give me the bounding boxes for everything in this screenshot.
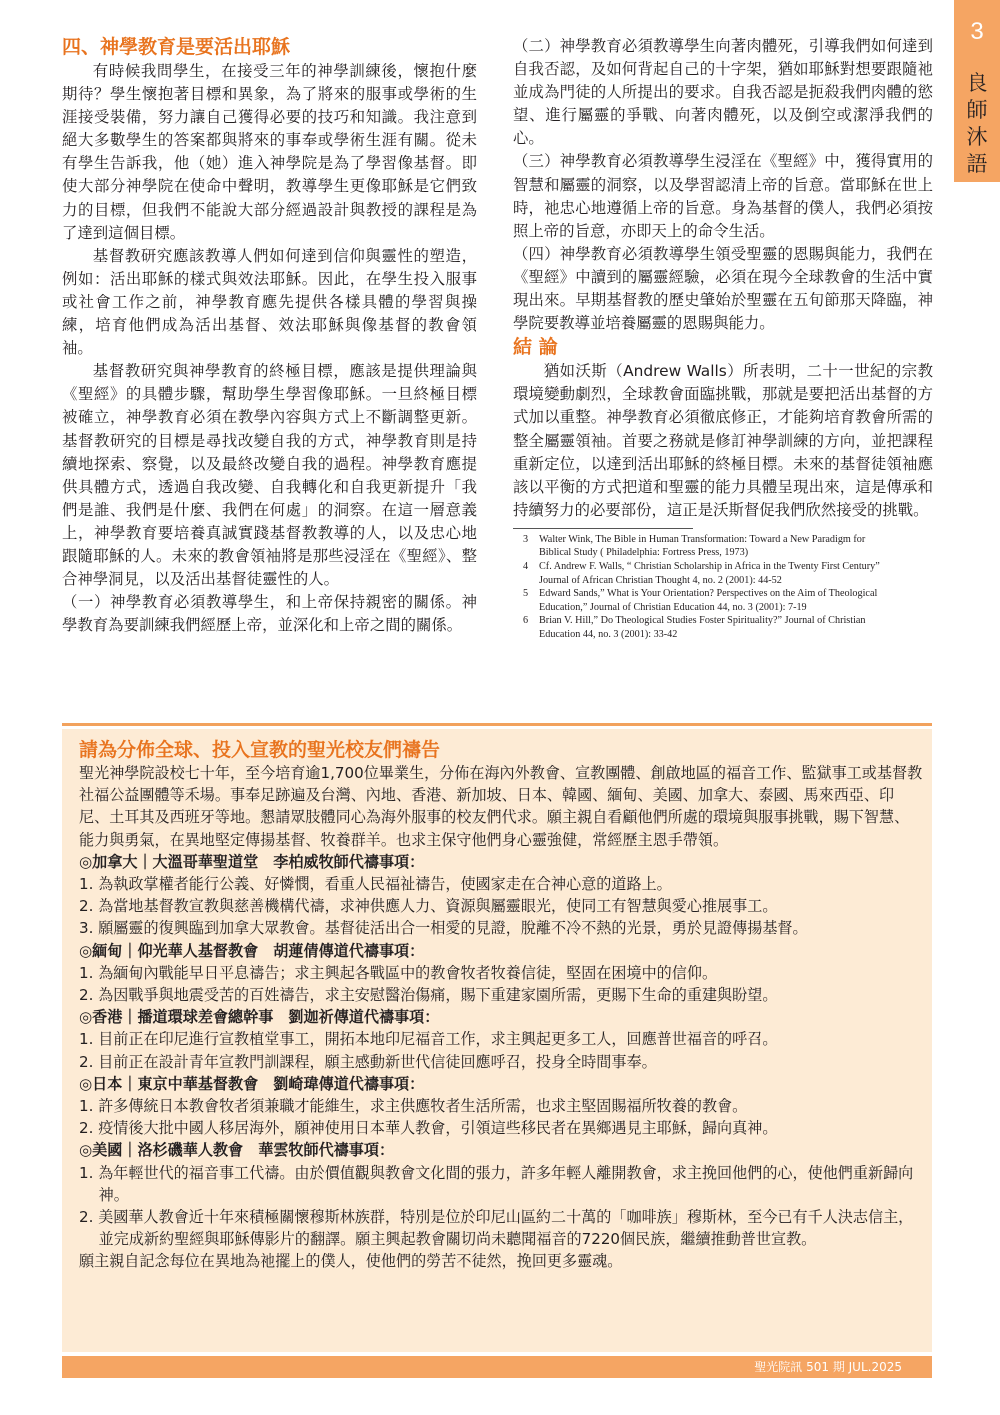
prayer-item: 2. 美國華人教會近十年來積極關懷穆斯林族群，特別是位於印尼山區約二十萬的「咖啡族」穆斯林，至今已有千人決志信主，並完成新約聖經與耶穌傳影片的翻譯。願主興起教會關切尚未聽聞福音的7220個民族，繼續推動普世宣教。 bbox=[79, 1208, 914, 1249]
footnote-list bbox=[513, 533, 933, 642]
page-side-tab bbox=[954, 0, 1000, 182]
prayer-item: 2. 為當地基督教宣教與慈善機構代禱，求神供應人力、資源與屬靈眼光，使同工有智慧與愛心推展事工。 bbox=[79, 897, 778, 916]
prayer-section-heading: ◎緬甸｜仰光華人基督教會 胡蓮倩傳道代禱事項： bbox=[79, 941, 425, 960]
footnote-number: 5 bbox=[523, 588, 529, 600]
point-paragraph: （二）神學教育必須教導學生向著肉體死，引導我們如何達到自我否認，及如何背起自己的十字架，猶如耶穌對想要跟隨祂並成為門徒的人所提出的要求。自我否認是扼殺我們肉體的慾望、進行屬靈的爭戰、向著肉體死，以及倒空或潔淨我們的心。 bbox=[513, 37, 933, 148]
prayer-item: 2. 目前正在設計青年宣教門訓課程，願主感動新世代信徒回應呼召，投身全時間事奉。 bbox=[79, 1052, 657, 1071]
section-name-char: 沐 bbox=[966, 125, 988, 149]
prayer-item: 3. 願屬靈的復興臨到加拿大眾教會。基督徒活出合一相愛的見證，脫離不冷不熱的光景，勇於見證傳揚基督。 bbox=[79, 919, 808, 938]
prayer-section-heading: ◎加拿大｜大溫哥華聖道堂 李柏威牧師代禱事項： bbox=[79, 852, 425, 871]
prayer-item: 2. 疫情後大批中國人移居海外，願神使用日本華人教會，引領這些移民者在異鄉遇見主耶穌，歸向真神。 bbox=[79, 1119, 778, 1138]
footnote-number: 6 bbox=[523, 615, 529, 627]
footnote bbox=[513, 560, 959, 587]
footnote-line: Walter Wink, The Bible in Human Transformation: Toward a New Paradigm for bbox=[539, 533, 866, 545]
footnote-line: Brian V. Hill,” Do Theological Studies Foster Spirituality?” Journal of Christian bbox=[539, 615, 866, 627]
prayer-item: 1. 目前正在印尼進行宣教植堂事工，開拓本地印尼福音工作，求主興起更多工人，回應普世福音的呼召。 bbox=[79, 1030, 778, 1049]
prayer-item: 1. 為緬甸內戰能早日平息禱告；求主興起各戰區中的教會牧者牧養信徒，堅固在困境中的信仰。 bbox=[79, 963, 718, 982]
paragraph: 基督教研究與神學教育的終極目標，應該是提供理論與《聖經》的具體步驟，幫助學生學習像耶穌。一旦終極目標被確立，神學教育必須在教學內容與方式上不斷調整更新。基督教研究的目標是尋找改變自我的方式，神學教育則是持續地探索、察覺，以及最終改變自我的過程。神學教育應提供具體方式，透過自我改變、自我轉化和自我更新提升「我們是誰、我們是什麼、我們在何處」的洞察。在這一層意義上，神學教育要培養真誠實踐基督教教導的人，以及忠心地跟隨耶穌的人。未來的教會領袖將是那些浸淫在《聖經》、整合神學洞見，以及活出基督徒靈性的人。 bbox=[62, 362, 477, 589]
conclusion-heading: 結 論 bbox=[513, 336, 558, 359]
left-column bbox=[62, 35, 477, 637]
footnote-line: Biblical Study ( Philadelphia: Fortress Press, 1973) bbox=[539, 547, 749, 559]
section-heading: 四、神學教育是要活出耶穌 bbox=[62, 36, 291, 58]
page-number: 3 bbox=[970, 18, 984, 45]
point-paragraph: （四）神學教育必須教導學生領受聖靈的恩賜與能力，我們在《聖經》中讀到的屬靈經驗，必須在現今全球教會的生活中實現出來。早期基督教的歷史肇始於聖靈在五旬節那天降臨，神學院要教導並培養屬靈的恩賜與能力。 bbox=[513, 244, 933, 333]
prayer-intro: 聖光神學院設校七十年，至今培育逾1,700位畢業生，分佈在海內外教會、宣教團體、創啟地區的福音工作、監獄事工或基督教社福公益團體等禾場。事奉足跡遍及台灣、內地、香港、新加坡、日本、韓國、緬甸、美國、加拿大、泰國、馬來西亞、印尼、土耳其及西班牙等地。懇請眾肢體同心為海外服事的校友們代求。願主親自看顧他們所處的環境與服事挑戰，賜下智慧、能力與勇氣，在異地堅定傳揚基督、牧養群羊。也求主保守他們身心靈強健，常經歷主恩手帶領。 bbox=[79, 764, 923, 849]
footer-issue: 聖光院訊 501 期 JUL.2025 bbox=[754, 1360, 902, 1374]
prayer-section-heading: ◎美國｜洛杉磯華人教會 華雲牧師代禱事項： bbox=[79, 1141, 395, 1160]
footer-bar bbox=[62, 1356, 932, 1378]
conclusion-paragraph: 猶如沃斯（Andrew Walls）所表明，二十一世紀的宗教環境變動劇烈，全球教會面臨挑戰，那就是要把活出基督的方式加以重整。神學教育必須徹底修正，才能夠培育教會所需的整全屬靈領袖。首要之務就是修訂神學訓練的方向，並把課程重新定位，以達到活出耶穌的終極目標。未來的基督徒領袖應該以平衡的方式把道和聖靈的能力具體呈現出來，這是傳承和持續努力的必要部份，這正是沃斯督促我們欣然接受的挑戰。 bbox=[513, 362, 933, 519]
footnote-line: Edward Sands,” What is Your Orientation? Perspectives on the Aim of Theological bbox=[539, 588, 878, 600]
section-name-char: 良 bbox=[966, 71, 988, 95]
point-paragraph: （一）神學教育必須教導學生，和上帝保持親密的關係。神學教育為要訓練我們經歷上帝，並深化和上帝之間的關係。 bbox=[62, 593, 477, 635]
paragraph: 基督教研究應該教導人們如何達到信仰與靈性的塑造，例如：活出耶穌的樣式與效法耶穌。因此，在學生投入服事或社會工作之前，神學教育應先提供各樣具體的學習與操練，培育他們成為活出基督、效法耶穌與像基督的教會領袖。 bbox=[62, 246, 477, 358]
prayer-section-heading: ◎日本｜東京中華基督教會 劉崎瑋傳道代禱事項： bbox=[79, 1074, 425, 1093]
section-divider bbox=[62, 723, 932, 726]
prayer-content bbox=[79, 739, 924, 1273]
footnote-line: Education,” Journal of Christian Education 44, no. 3 (2001): 7-19 bbox=[539, 601, 807, 613]
prayer-item: 1. 許多傳統日本教會牧者須兼職才能維生，求主供應牧者生活所需，也求主堅固賜福所牧養的教會。 bbox=[79, 1097, 748, 1116]
prayer-closing: 願主親自記念每位在異地為祂擺上的僕人，使他們的勞苦不徒然，挽回更多靈魂。 bbox=[79, 1252, 623, 1271]
footnote bbox=[513, 614, 959, 641]
footnote-line: Cf. Andrew F. Walls, “ Christian Scholarship in Africa in the Twenty First Century” bbox=[539, 561, 880, 573]
prayer-title: 請為分佈全球、投入宣教的聖光校友們禱告 bbox=[79, 739, 441, 761]
footnote-line: Journal of African Christian Thought 4, no. 2 (2001): 44-52 bbox=[539, 574, 782, 586]
prayer-item: 1. 為年輕世代的福音事工代禱。由於價值觀與教會文化間的張力，許多年輕人離開教會，求主挽回他們的心，使他們重新歸向神。 bbox=[79, 1163, 914, 1204]
footnote-number: 4 bbox=[523, 561, 529, 573]
right-column bbox=[513, 35, 933, 642]
prayer-item: 1. 為執政掌權者能行公義、好憐憫，看重人民福祉禱告，使國家走在合神心意的道路上。 bbox=[79, 875, 672, 894]
section-name-char: 語 bbox=[966, 152, 988, 176]
section-name bbox=[954, 70, 1000, 178]
paragraph: 有時候我問學生，在接受三年的神學訓練後，懷抱什麼期待？學生懷抱著目標和異象，為了將來的服事或學術的生涯接受裝備，努力讓自己獲得必要的技巧和知識。我注意到絕大多數學生的答案都與將來的事奉或學術生涯有關。從未有學生告訴我，他（她）進入神學院是為了學習像基督。即使大部分神學院在使命中聲明，教導學生更像耶穌是它們致力的目標，但我們不能說大部分經過設計與教授的課程是為了達到這個目標。 bbox=[62, 62, 477, 242]
section-name-char: 師 bbox=[966, 98, 988, 122]
footnote-line: Education 44, no. 3 (2001): 33-42 bbox=[539, 629, 678, 641]
point-paragraph: （三）神學教育必須教導學生浸淫在《聖經》中，獲得實用的智慧和屬靈的洞察，以及學習認清上帝的旨意。當耶穌在世上時，祂忠心地遵循上帝的旨意。身為基督的僕人，我們必須按照上帝的旨意，亦即天上的命令生活。 bbox=[513, 152, 933, 240]
prayer-sections bbox=[79, 851, 924, 1251]
prayer-section-heading: ◎香港｜播道環球差會總幹事 劉迦祈傳道代禱事項： bbox=[79, 1008, 440, 1027]
footnote bbox=[513, 533, 959, 560]
prayer-item: 2. 為因戰爭與地震受苦的百姓禱告，求主安慰醫治傷痛，賜下重建家園所需，更賜下生命的重建與盼望。 bbox=[79, 986, 778, 1005]
footnote bbox=[513, 587, 959, 614]
footnote-number: 3 bbox=[523, 533, 529, 545]
